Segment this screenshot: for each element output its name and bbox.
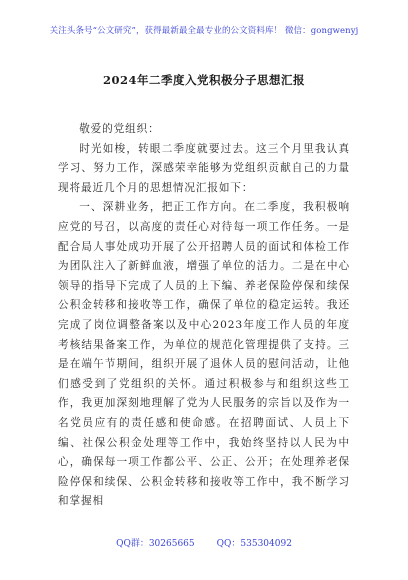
footer-contact [0,536,408,549]
salutation: 敬爱的党组织： [79,123,160,135]
footer-qq-number: QQ：535304092 [216,539,292,549]
paragraph-intro: 时光如梭，转眼二季度就要过去。这三个月里我认真学习、努力工作，深感荣幸能够为党组织贡献自己的力量现将最近几个月的思想情况汇报如下： [58,142,350,194]
document-title: 2024年二季度入党积极分子思想汇报 [102,73,305,87]
document-body [58,120,350,512]
header-banner: 关注头条号“公文研究”，获得最新最全最专业的公文资料库！ 微信：gongwenyj [49,26,359,36]
paragraph-section-one: 一、深耕业务，把正工作方向。在二季度，我积极响应党的号召，以高度的责任心对待每一项工作任务。一是配合局人事处成功开展了公开招聘人员的面试和体检工作为团队注入了新鲜血液，增强了单位的活力。二是在中心领导的指导下完成了人员的上下编、养老保险停保和续保公积金转移和接收等工作，确保了单位的稳定运转。我还完成了岗位调整备案以及中心2023年度工作人员的年度考核结果备案工作，为单位的规范化管理提供了支持。三是在端午节期间，组织开展了退休人员的慰问活动，让他们感受到了党组织的关怀。通过积极参与和组织这些工作，我更加深刻地理解了党为人民服务的宗旨以及作为一名党员应有的责任感和使命感。在招聘面试、人员上下编、社保公积金处理等工作中，我始终坚持以人民为中心，确保每一项工作都公平、公正、公开；在处理养老保险停保和续保、公积金转移和接收等工作中，我不断学习和掌握相 [58,201,350,508]
footer-qq-group: QQ群：30265665 [116,539,195,549]
